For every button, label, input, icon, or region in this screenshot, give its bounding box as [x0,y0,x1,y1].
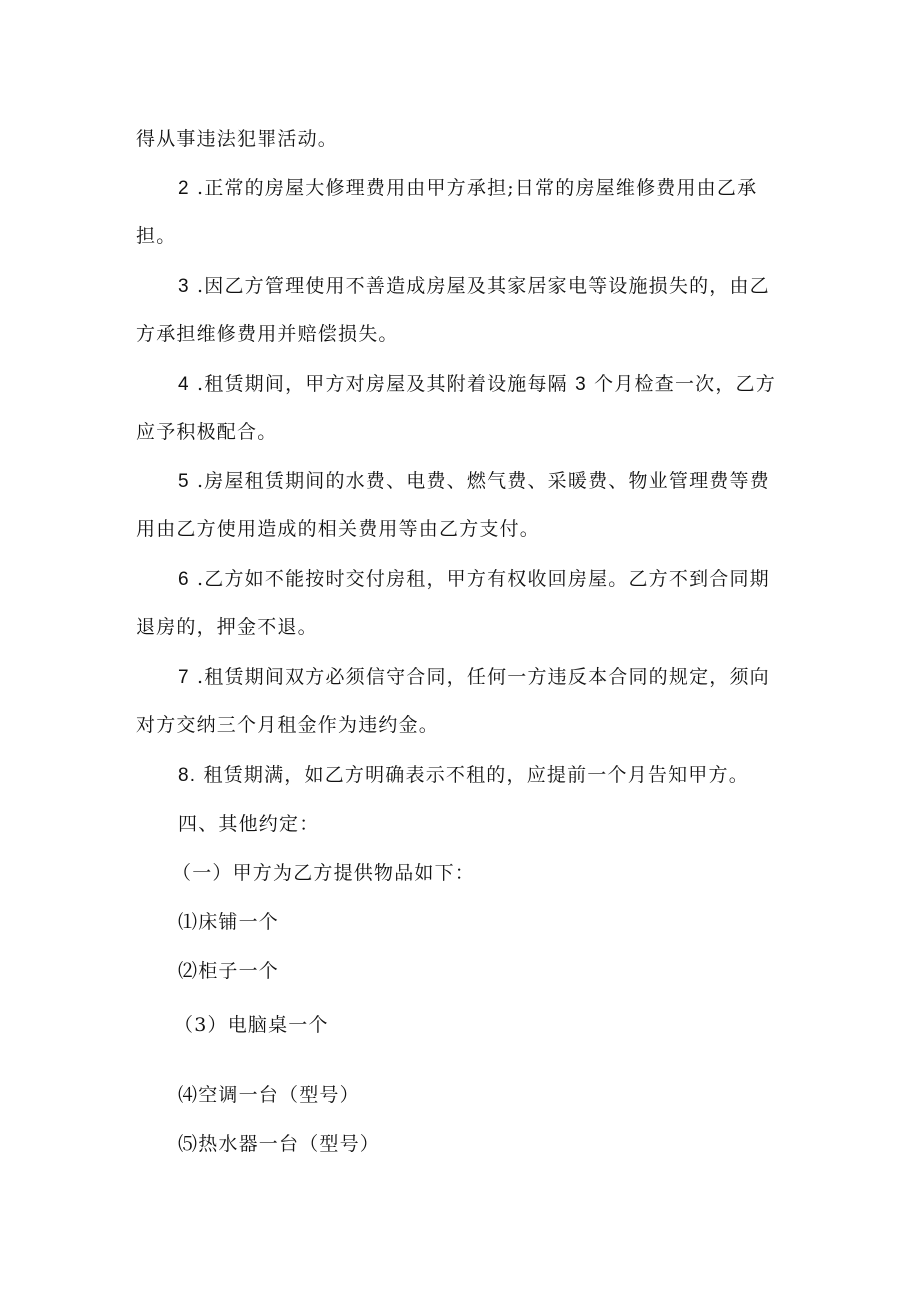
clause-4-line-1 [178,372,776,397]
clause-5-line-2: 用由乙方使用造成的相关费用等由乙方支付。 [136,518,541,540]
clause-text: .租赁期间，甲方对房屋及其附着设施每隔 [197,373,568,395]
list-item: ⑷空调一台（型号） [178,1084,360,1106]
clause-6-line-2: 退房的，押金不退。 [136,616,318,638]
clause-4-line-2: 应予积极配合。 [136,421,278,443]
list-item: （3）电脑桌一个 [174,1014,329,1036]
clause-5-line-1 [178,469,770,494]
clause-3-line-1 [178,274,770,299]
clause-number: 7 [178,667,190,688]
list-item: ⑴床铺一个 [178,911,280,933]
clause-number: 8. [178,765,197,786]
clause-6-line-1 [178,567,770,592]
clause-text: .租赁期间双方必须信守合同，任何一方违反本合同的规定，须向 [197,666,770,688]
clause-7-line-1 [178,665,770,690]
clause-text: .房屋租赁期间的水费、电费、燃气费、采暖费、物业管理费等费 [197,470,770,492]
clause-number: 2 [178,178,190,199]
list-item: ⑵柜子一个 [178,960,280,982]
clause-text: 个月检查一次，乙方 [594,373,776,395]
clause-text: .正常的房屋大修理费用由甲方承担;日常的房屋维修费用由乙承 [197,177,758,199]
clause-text: .乙方如不能按时交付房租，甲方有权收回房屋。乙方不到合同期 [197,568,770,590]
clause-number: 5 [178,471,190,492]
list-item: ⑸热水器一台（型号） [178,1133,381,1155]
clause-number: 3 [178,276,190,297]
subsection-one-heading: （一）甲方为乙方提供物品如下： [172,862,476,884]
section-four-heading: 四、其他约定： [178,813,320,835]
clause-3-line-2: 方承担维修费用并赔偿损失。 [136,323,399,345]
clause-7-line-2: 对方交纳三个月租金作为违约金。 [136,714,440,736]
inline-number: 3 [575,374,587,395]
clause-number: 4 [178,374,190,395]
clause-text: .因乙方管理使用不善造成房屋及其家居家电等设施损失的，由乙 [197,275,770,297]
intro-line: 得从事违法犯罪活动。 [136,128,339,150]
clause-2-line-2: 担。 [136,225,177,247]
clause-2-line-1 [178,176,757,201]
clause-text: 租赁期满，如乙方明确表示不租的，应提前一个月告知甲方。 [203,764,749,786]
clause-number: 6 [178,569,190,590]
clause-8-line-1 [178,763,749,788]
